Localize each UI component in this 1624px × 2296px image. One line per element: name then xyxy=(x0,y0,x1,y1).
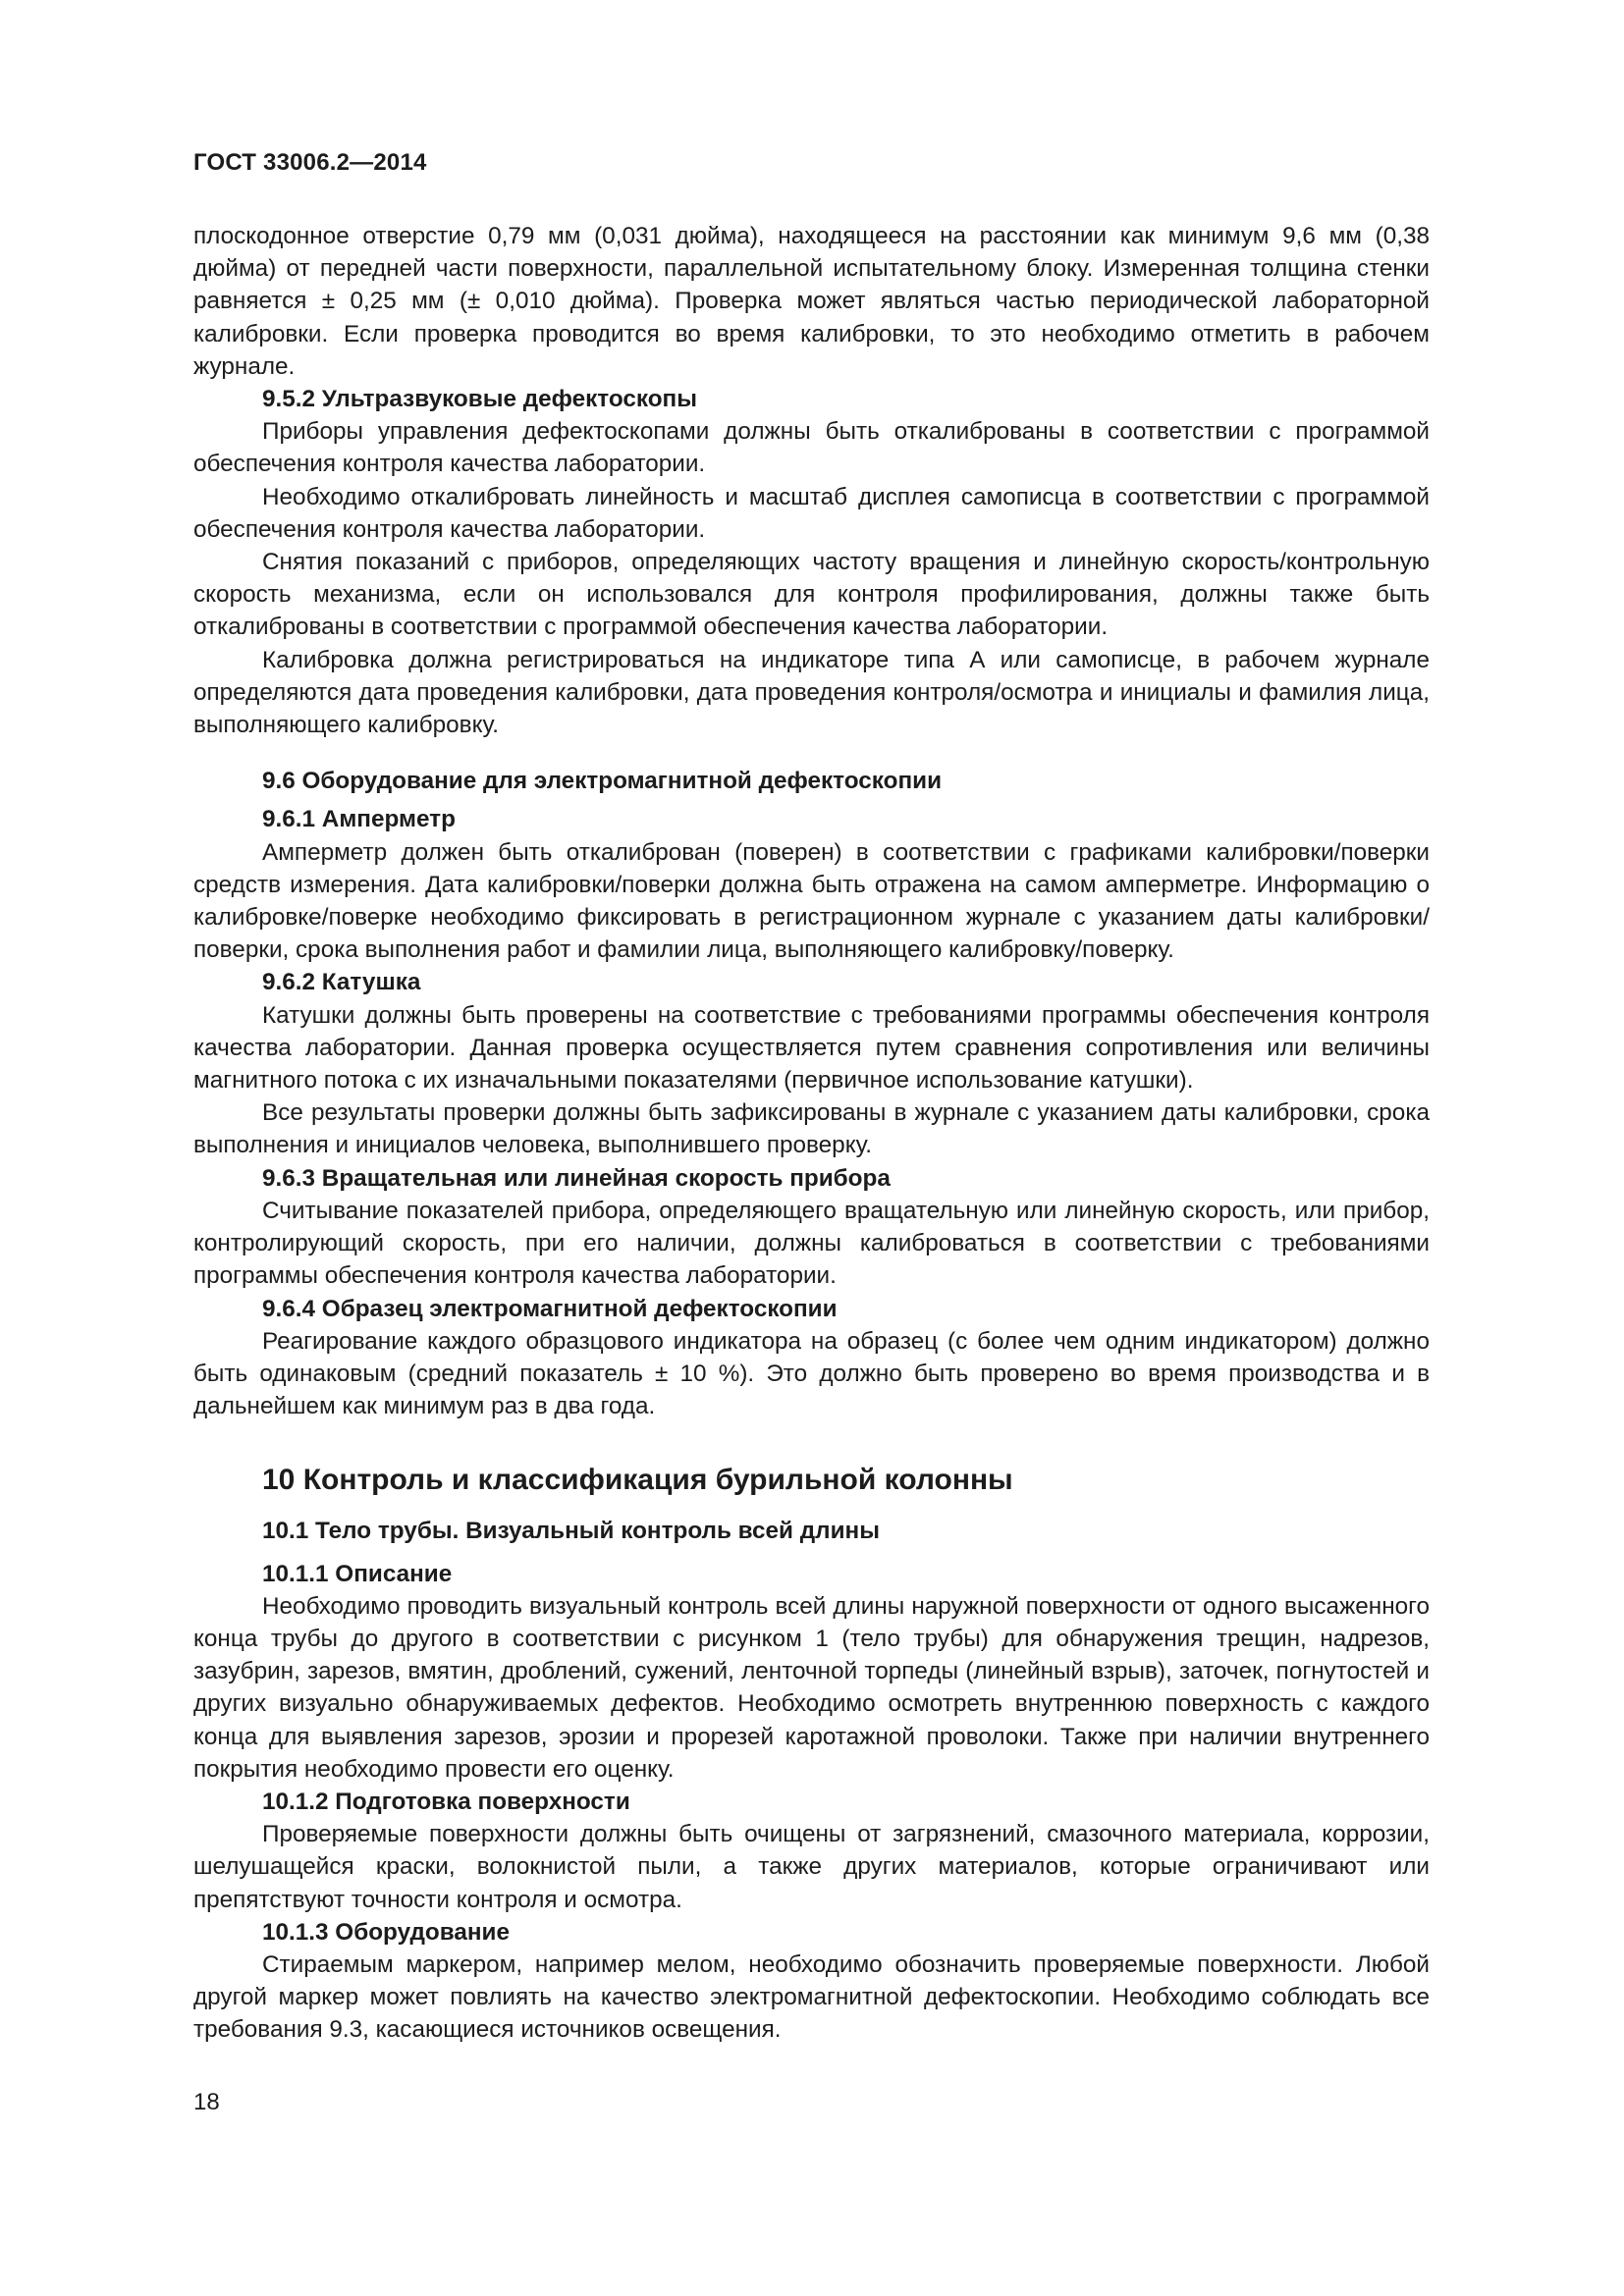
section-heading-9-6-1: 9.6.1 Амперметр xyxy=(262,806,456,833)
paragraph: Калибровка должна регистрироваться на индикаторе типа А или самописце, в рабочем журнале определяются дата проведения калибровки, дата проведения контроля/осмотра и инициалы и фамилия лица, выполняющего калибровку. xyxy=(193,646,1430,739)
paragraph: Считывание показателей прибора, определяющего вращательную или линейную скорость, или прибор, контролирующий скорость, при его наличии, должны калиброваться в соответствии с требованиями программы обеспечения контроля качества лаборатории. xyxy=(193,1197,1430,1290)
section-heading-10: 10 Контроль и классификация бурильной колонны xyxy=(262,1464,1013,1497)
paragraph: Стираемым маркером, например мелом, необходимо обозначить проверяемые поверхности. Любой другой маркер может повлиять на качество электромагнитной дефектоскопии. Необходимо соблюдать все требования 9.3, касающиеся источников освещения. xyxy=(193,1950,1430,2044)
document-body xyxy=(193,220,1430,2047)
paragraph: Снятия показаний с приборов, определяющих частоту вращения и линейную скорость/контрольную скорость механизма, если он использовался для контроля профилирования, должны также быть откалиброваны в соответствии с программой обеспечения качества лаборатории. xyxy=(193,549,1430,641)
section-heading-9-6-2: 9.6.2 Катушка xyxy=(262,969,421,996)
paragraph: Проверяемые поверхности должны быть очищены от загрязнений, смазочного материала, коррозии, шелушащейся краски, волокнистой пыли, а также других материалов, которые ограничивают или препятствуют точности контроля и осмотра. xyxy=(193,1821,1430,1913)
paragraph: Реагирование каждого образцового индикатора на образец (с более чем одним индикатором) должно быть одинаковым (средний показатель ± 10 %). Это должно быть проверено во время производства и в дальнейшем как минимум раз в два года. xyxy=(193,1327,1430,1420)
paragraph: Необходимо откалибровать линейность и масштаб дисплея самописца в соответствии с программой обеспечения контроля качества лаборатории. xyxy=(193,483,1430,543)
paragraph: Все результаты проверки должны быть зафиксированы в журнале с указанием даты калибровки, срока выполнения и инициалов человека, выполнившего проверку. xyxy=(193,1099,1430,1159)
section-heading-10-1-1: 10.1.1 Описание xyxy=(262,1560,453,1587)
paragraph: Приборы управления дефектоскопами должны быть откалиброваны в соответствии с программой обеспечения контроля качества лаборатории. xyxy=(193,418,1430,478)
paragraph: Катушки должны быть проверены на соответствие с требованиями программы обеспечения контроля качества лаборатории. Данная проверка осуществляется путем сравнения сопротивления или величины магнитного потока с их изначальными показателями (первичное использование катушки). xyxy=(193,1001,1430,1095)
section-heading-9-6-4: 9.6.4 Образец электромагнитной дефектоскопии xyxy=(262,1295,838,1322)
section-heading-10-1: 10.1 Тело трубы. Визуальный контроль всей длины xyxy=(262,1518,880,1545)
section-heading-9-6: 9.6 Оборудование для электромагнитной дефектоскопии xyxy=(262,768,943,795)
paragraph: Необходимо проводить визуальный контроль всей длины наружной поверхности от одного высаженного конца трубы до другого в соответствии с рисунком 1 (тело трубы) для обнаружения трещин, надрезов, зазубрин, зарезов, вмятин, дроблений, сужений, ленточной торпеды (линейный взрыв), заточек, погнутостей и других визуально обнаруживаемых дефектов. Необходимо осмотреть внутреннюю поверхность с каждого конца для выявления зарезов, эрозии и прорезей каротажной проволоки. Также при наличии внутреннего покрытия необходимо провести его оценку. xyxy=(193,1592,1430,1783)
page-number: 18 xyxy=(193,2089,220,2115)
section-heading-9-6-3: 9.6.3 Вращательная или линейная скорость прибора xyxy=(262,1164,891,1192)
section-heading-10-1-3: 10.1.3 Оборудование xyxy=(262,1918,510,1946)
paragraph: Амперметр должен быть откалиброван (поверен) в соответствии с графиками калибровки/поверки средств измерения. Дата калибровки/поверки должна быть отражена на самом амперметре. Информацию о калибровке/поверке необходимо фиксировать в регистрационном журнале с указанием даты калибровки/поверки, срока выполнения работ и фамилии лица, выполняющего калибровку/поверку. xyxy=(193,838,1430,964)
paragraph: плоскодонное отверстие 0,79 мм (0,031 дюйма), находящееся на расстоянии как минимум 9,6 мм (0,38 дюйма) от передней части поверхности, параллельной испытательному блоку. Измеренная толщина стенки равняется ± 0,25 мм (± 0,010 дюйма). Проверка может являться частью периодической лабораторной калибровки. Если проверка проводится во время калибровки, то это необходимо отметить в рабочем журнале. xyxy=(193,223,1430,380)
document-header: ГОСТ 33006.2—2014 xyxy=(193,149,427,176)
section-heading-10-1-2: 10.1.2 Подготовка поверхности xyxy=(262,1788,630,1815)
section-heading-9-5-2: 9.5.2 Ультразвуковые дефектоскопы xyxy=(262,386,697,413)
